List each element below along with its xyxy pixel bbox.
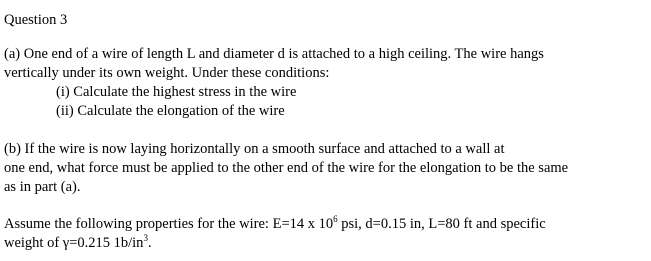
- part-b-line-3: as in part (a).: [4, 179, 81, 195]
- part-a-item-ii: (ii) Calculate the elongation of the wire: [56, 103, 285, 119]
- assume-line-2-prefix: weight of γ=0.215 1b/in: [4, 235, 144, 251]
- assume-line-2-suffix: .: [147, 235, 152, 251]
- assume-line-1-prefix: Assume the following properties for the wire: E=14 x 10: [4, 216, 334, 232]
- part-a-item-i: (i) Calculate the highest stress in the wire: [56, 84, 297, 100]
- exponent-6: 6: [333, 214, 338, 225]
- exponent-3: 3: [143, 233, 148, 244]
- part-b-line-1: (b) If the wire is now laying horizontally on a smooth surface and attached to a wall at: [4, 141, 505, 157]
- assume-line-2: [4, 235, 152, 252]
- part-a-line-2: vertically under its own weight. Under these conditions:: [4, 65, 330, 81]
- question-title: Question 3: [4, 12, 68, 28]
- assume-line-1: [4, 216, 546, 233]
- part-a-line-1: (a) One end of a wire of length L and diameter d is attached to a high ceiling. The wire hangs: [4, 46, 544, 62]
- part-b-line-2: one end, what force must be applied to the other end of the wire for the elongation to be the same: [4, 160, 569, 176]
- assume-line-1-suffix: psi, d=0.15 in, L=80 ft and specific: [337, 216, 546, 232]
